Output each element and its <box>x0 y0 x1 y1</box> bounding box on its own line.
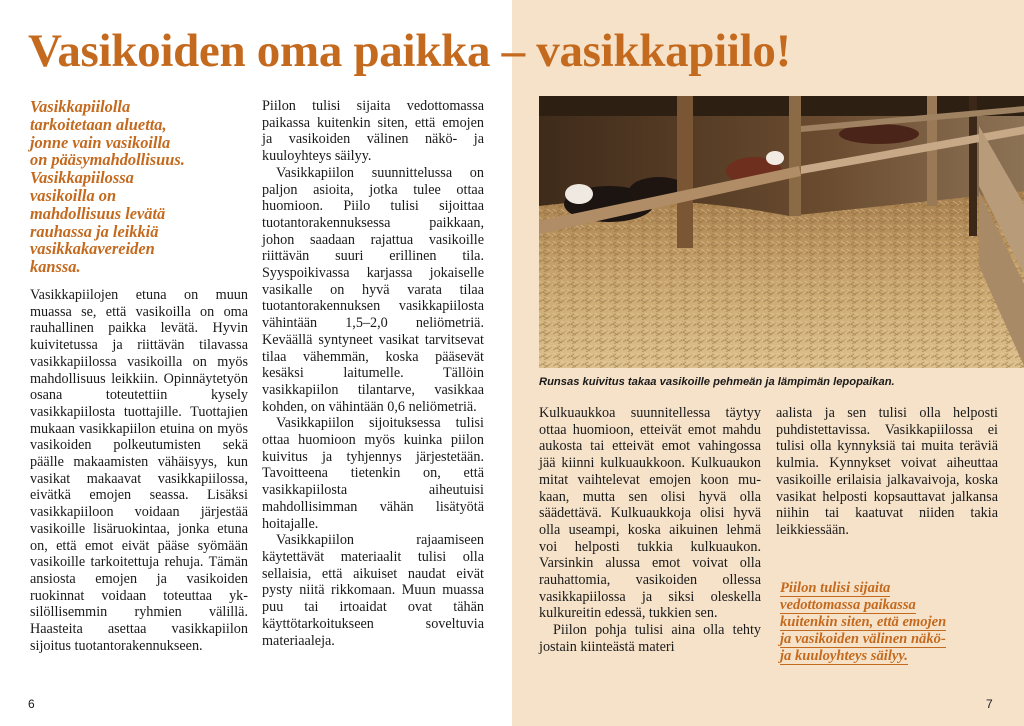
lead-line: vasikoilla on <box>30 185 117 205</box>
lead-line: mahdollisuus levätä <box>30 203 166 223</box>
lead-line: Vasikkapiilolla <box>30 97 131 116</box>
page-number-left: 6 <box>28 697 35 711</box>
body-paragraph: Vasikkapiilojen etuna on muun muassa se, että vasikoilla on oma rauhallinen paikka levätä. Hyvin kuivitetussa ja riittävän tilavassa vasikkapiilossa vasikoilla on myös mahdollisuus leikkiin. Opinnäytetyön osana toteutettiin kysely vasikkapiilosta tuottajille. Tuottajien mukaan vasikkapiilon etuina on myös vasikoiden polkeutumisten sekä päälle makaamisten vähäisyys, kun vasikat makaavat vasikkapiilossa, eivätkä emojen seassa. Lisäksi vasikkapiiloon voidaan järjestää vasikoille lisäruokintaa, jonka etuna on, että emot eivät pääse syömään vasikoille tarkoitettuja rehuja. Tämän ansiosta emojen ja vasikoiden ruokinnat voidaan toteuttaa yksilöllisemmin ryhmien välillä. Haasteita asettaa vasikkapiilon sijoitus tuotantorakennukseen. <box>30 287 248 654</box>
lead-line: tarkoitetaan aluetta, <box>30 114 167 134</box>
body-column-2 <box>262 98 484 649</box>
pull-quote-line: Piilon tulisi sijaita <box>780 580 891 596</box>
headline: Vasikoiden oma paikka – vasikkapiilo! <box>28 25 791 77</box>
body-paragraph: Vasikkapiilon rajaamiseen käytettävät materiaalit tulisi olla sellaisia, että aikuiset naudat eivät pysty niitä rikkomaan. Muun muassa puu tai irtoaidat ovat tähän käyttötarkoitukseen soveltuvia materiaaleja. <box>262 532 484 649</box>
lead-line: vasikkakavereiden <box>30 239 155 259</box>
lead-line: jonne vain vasikoilla <box>30 132 171 152</box>
body-paragraph: Kulkuaukkoa suunnitellessa täytyy ottaa huomioon, etteivät emot mahdu aukosta tai etteivät emot vahingossa jää kiinni kulkuaukkoon. Kulkuaukon mitat vaihtelevat emojen koon mukaan, mutta sen olisi hyvä olla säädettävä. Kulkuaukkoja olisi hyvä olla useampi, koska aikuinen lehmä voi helposti tukkia kulkuaukon. Varsinkin alussa emot voivat olla rauhattomia, vasikoiden ollessa vasikkapiilossa ja siksi oleskella kulkureitin edessä, tukkien sen. <box>539 405 761 622</box>
lead-line: kanssa. <box>30 257 81 277</box>
body-paragraph: Piilon tulisi sijaita vedottomassa paikassa kuitenkin siten, että emojen ja vasikoiden välinen näkö- ja kuuloyhteys säilyy. <box>262 98 484 165</box>
page-number-right: 7 <box>986 697 993 711</box>
body-paragraph: Piilon pohja tulisi aina olla tehty jostain kiinteästä materi <box>539 622 761 655</box>
pull-quote-line: vedottomassa paikassa <box>780 597 916 614</box>
body-column-3 <box>539 405 761 656</box>
pull-quote <box>780 580 995 665</box>
lead-line: on pääsymahdollisuus. <box>30 150 185 170</box>
lead-paragraph <box>30 98 235 276</box>
pull-quote-line: ja vasikoiden välinen näkö- <box>780 631 946 648</box>
barn-calves-photo <box>539 96 1024 368</box>
photo-caption: Runsas kuivitus takaa vasikoille pehmeän ja lämpimän lepopaikan. <box>539 376 895 388</box>
lead-line: Vasikkapiilossa <box>30 168 134 188</box>
body-paragraph: aalista ja sen tulisi olla helposti puhdistettavissa. Vasikkapiilossa ei tulisi olla kynnyksiä tai muita teräviä kulmia. Kynnykset voivat aiheuttaa vasikoille erilaisia jalkavaivoja, koska vasikat helposti kopsauttavat jalkansa niihin tai kaatuvat niiden takia leikkiessään. <box>776 405 998 538</box>
body-column-4 <box>776 405 998 539</box>
pull-quote-line: kuitenkin siten, että emojen <box>780 614 947 631</box>
body-paragraph: Vasikkapiilon sijoituksessa tulisi ottaa huomioon myös kuinka piilon kuivitus ja tyhjennys järjestetään. Tavoitteena tietenkin on, että vasikkapiilosta aiheutuisi mahdollisimman vähän lisätyötä hoitajalle. <box>262 415 484 532</box>
body-paragraph: Vasikkapiilon suunnittelussa on paljon asioita, jotka tulee ottaa huomioon. Piilo tulisi sijoittaa tuotantorakennuksessa paikkaan, johon saadaan rajattua vasikoille riittävän suuri erillinen tila. Syyspoikivassa karjassa jokaiselle vasikalle on hyvä varata tilaa tuotantorakennuksen vasikkapiilosta vähintään 1,5–2,0 neliömetriä. Keväällä syntyneet vasikat tarvitsevat tilaa vähemmän, koska pääsevät kesäksi laitumelle. Tällöin vasikkapiilon tilantarve, vasikkaa kohden, on vähintään 0,6 neliömetriä. <box>262 164 484 415</box>
body-column-1 <box>30 287 248 654</box>
lead-line: rauhassa ja leikkiä <box>30 221 159 241</box>
pull-quote-line: ja kuuloyhteys säilyy. <box>780 648 908 665</box>
